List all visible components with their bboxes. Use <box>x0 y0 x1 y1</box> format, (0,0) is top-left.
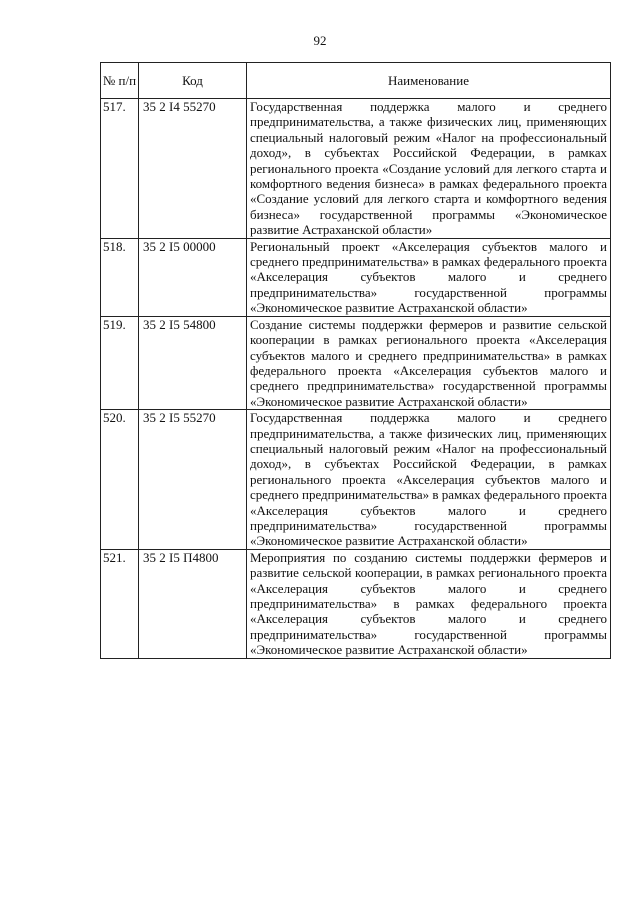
row-code: 35 2 I5 54800 <box>139 316 247 409</box>
table-row <box>101 549 611 658</box>
row-code: 35 2 I5 55270 <box>139 410 247 550</box>
table-header-row <box>101 63 611 99</box>
row-name: Государственная поддержка малого и среднего предпринимательства, а также физических лиц, применяющих специальный налоговый режим «Налог на профессиональный доход», в субъектах Российской Федерации, в рамках регионального проекта «Акселерация субъектов малого и среднего предпринимательства» в рамках федерального проекта «Акселерация субъектов малого и среднего предпринимательства» государственной программы «Экономическое развитие Астраханской области» <box>247 410 611 550</box>
row-number: 519. <box>101 316 139 409</box>
table-row <box>101 410 611 550</box>
row-code: 35 2 I5 00000 <box>139 238 247 316</box>
row-code: 35 2 I5 П4800 <box>139 549 247 658</box>
classification-table <box>100 62 611 659</box>
column-header-name: Наименование <box>247 63 611 99</box>
page-number: 92 <box>313 33 327 48</box>
row-name: Региональный проект «Акселерация субъектов малого и среднего предпринимательства» в рамках федерального проекта «Акселерация субъектов малого и среднего предпринимательства» государственной программы «Экономическое развитие Астраханской области» <box>247 238 611 316</box>
table-row <box>101 99 611 239</box>
row-name: Создание системы поддержки фермеров и развитие сельской кооперации в рамках регионального проекта «Акселерация субъектов малого и среднего предпринимательства» в рамках федерального проекта «Акселерация субъектов малого и среднего предпринимательства» государственной программы «Экономическое развитие Астраханской области» <box>247 316 611 409</box>
row-number: 518. <box>101 238 139 316</box>
row-number: 521. <box>101 549 139 658</box>
row-name: Мероприятия по созданию системы поддержки фермеров и развитие сельской кооперации, в рамках регионального проекта «Акселерация субъектов малого и среднего предпринимательства» в рамках федерального проекта «Акселерация субъектов малого и среднего предпринимательства» государственной программы «Экономическое развитие Астраханской области» <box>247 549 611 658</box>
row-number: 517. <box>101 99 139 239</box>
table-row <box>101 238 611 316</box>
table-row <box>101 316 611 409</box>
row-number: 520. <box>101 410 139 550</box>
column-header-number: № п/п <box>101 63 139 99</box>
row-code: 35 2 I4 55270 <box>139 99 247 239</box>
row-name: Государственная поддержка малого и среднего предпринимательства, а также физических лиц, применяющих специальный налоговый режим «Налог на профессиональный доход», в субъектах Российской Федерации, в рамках регионального проекта «Создание условий для легкого старта и комфортного ведения бизнеса» в рамках федерального проекта «Создание условий для легкого старта и комфортного ведения бизнеса» государственной программы «Экономическое развитие Астраханской области» <box>247 99 611 239</box>
column-header-code: Код <box>139 63 247 99</box>
